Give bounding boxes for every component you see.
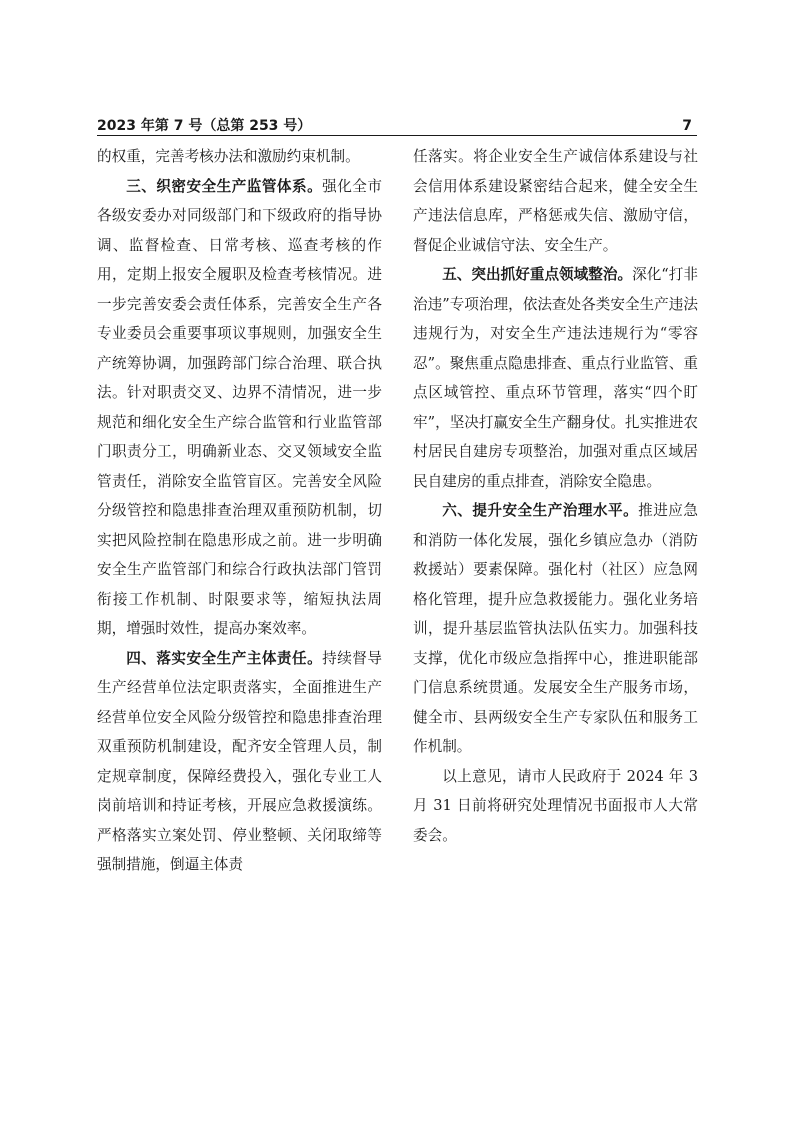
continued-paragraph: 任落实。将企业安全生产诚信体系建设与社会信用体系建设紧密结合起来，健全安全生产违法信息库，严格惩戒失信、激励守信，督促企业诚信守法、安全生产。 [413, 148, 698, 254]
left-column [97, 142, 382, 880]
page-header [97, 117, 697, 137]
section-3-body: 强化全市各级安委办对同级部门和下级政府的指导协调、监督检查、日常考核、巡查考核的作用，定期上报安全履职及检查考核情况。进一步完善安委会责任体系，完善安全生产各专业委员会重要事项议事规则，加强安全生产统筹协调，加强跨部门综合治理、联合执法。针对职责交叉、边界不清情况，进一步规范和细化安全生产综合监管和行业监管部门职责分工，明确新业态、交叉领域安全监管责任，消除安全监管盲区。完善安全风险分级管控和隐患排查治理双重预防机制，切实把风险控制在隐患形成之前。进一步明确安全生产监管部门和综合行政执法部门管罚衔接工作机制、时限要求等，缩短执法周期，增强时效性，提高办案效率。 [97, 177, 382, 637]
section-3 [97, 172, 382, 644]
page-number: 7 [682, 118, 692, 134]
section-6 [413, 496, 698, 762]
issue-number: 2023 年第 7 号（总第 253 号） [97, 118, 312, 134]
section-5 [413, 260, 698, 496]
section-4 [97, 644, 382, 880]
section-5-heading: 五、突出抓好重点领域整治。 [442, 266, 633, 283]
section-3-heading: 三、织密安全生产监管体系。 [126, 177, 323, 195]
section-5-body: 深化“打非治违”专项治理，依法查处各类安全生产违法违规行为，对安全生产违法违规行为“零容忍”。聚焦重点隐患排查、重点行业监管、重点区域管控、重点环节管理，落实“四个盯牢”，坚决打赢安全生产翻身仗。扎实推进农村居民自建房专项整治，加强对重点区域居民自建房的重点排查，消除安全隐患。 [413, 266, 698, 490]
section-4-heading: 四、落实安全生产主体责任。 [126, 649, 323, 667]
section-4-body: 持续督导生产经营单位法定职责落实，全面推进生产经营单位安全风险分级管控和隐患排查治理双重预防机制建设，配齐安全管理人员，制定规章制度，保障经费投入，强化专业工人岗前培训和持证考核，开展应急救援演练。严格落实立案处罚、停业整顿、关闭取缔等强制措施，倒逼主体责 [97, 649, 382, 873]
section-6-heading: 六、提升安全生产治理水平。 [442, 502, 639, 519]
right-column [413, 142, 698, 850]
header-rule [97, 135, 697, 136]
continued-paragraph: 的权重，完善考核办法和激励约束机制。 [97, 148, 360, 165]
closing-paragraph: 以上意见，请市人民政府于 2024 年 3 月 31 日前将研究处理情况书面报市人大常委会。 [413, 767, 698, 844]
section-6-body: 推进应急和消防一体化发展，强化乡镇应急办（消防救援站）要素保障。强化村（社区）应急网格化管理，提升应急救援能力。强化业务培训，提升基层监管执法队伍实力。加强科技支撑，优化市级应急指挥中心，推进职能部门信息系统贯通。发展安全生产服务市场，健全市、县两级安全生产专家队伍和服务工作机制。 [413, 502, 698, 755]
